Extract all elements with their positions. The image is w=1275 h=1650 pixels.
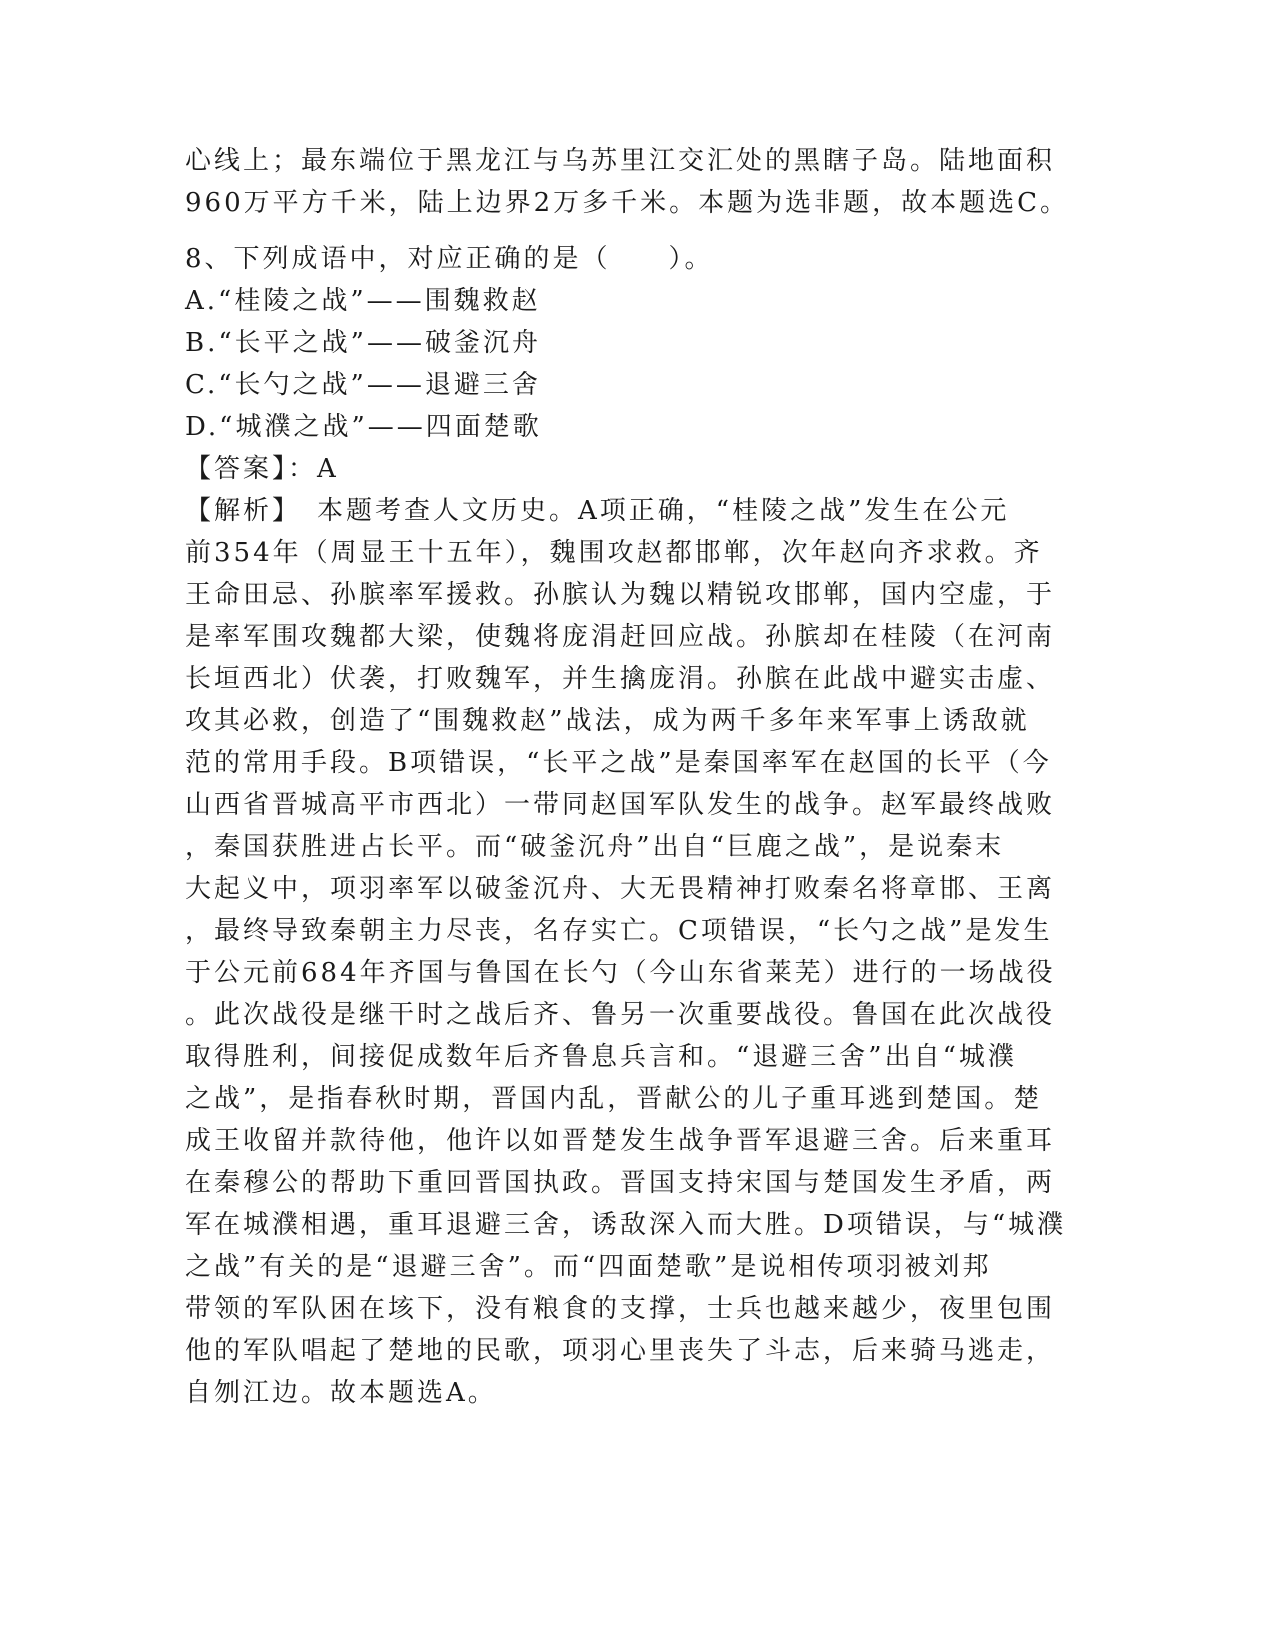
explanation: [185, 490, 1085, 1414]
explanation-line: 于公元前684年齐国与鲁国在长勺（今山东省莱芜）进行的一场战役: [185, 958, 1056, 988]
explanation-line: 王命田忌、孙膑率军援救。孙膑认为魏以精锐攻邯郸，国内空虚，于: [185, 580, 1056, 610]
explanation-line: ，最终导致秦朝主力尽丧，名存实亡。C项错误，“长勺之战”是发生: [185, 916, 1053, 946]
option-d: D.“城濮之战”——四面楚歌: [185, 412, 542, 442]
explanation-line: 成王收留并款待他，他许以如晋楚发生战争晋军退避三舍。后来重耳: [185, 1126, 1056, 1156]
explanation-line: 山西省晋城高平市西北）一带同赵国军队发生的战争。赵军最终战败: [185, 790, 1056, 820]
explanation-line: 自刎江边。故本题选A。: [185, 1378, 497, 1408]
explanation-line: 长垣西北）伏袭，打败魏军，并生擒庞涓。孙膑在此战中避实击虚、: [185, 664, 1056, 694]
explanation-line: 攻其必救，创造了“围魏救赵”战法，成为两千多年来军事上诱敌就: [185, 706, 1030, 736]
explanation-line: 【解析】 本题考查人文历史。A项正确，“桂陵之战”发生在公元: [185, 496, 1010, 526]
explanation-line: 大起义中，项羽率军以破釜沉舟、大无畏精神打败秦名将章邯、王离: [185, 874, 1056, 904]
previous-explanation: [185, 140, 1085, 224]
explanation-line: 带领的军队困在垓下，没有粮食的支撑，士兵也越来越少，夜里包围: [185, 1294, 1056, 1324]
spacer: [185, 224, 1085, 238]
explanation-line: 前354年（周显王十五年），魏围攻赵都邯郸，次年赵向齐求救。齐: [185, 538, 1043, 568]
text-line: 心线上；最东端位于黑龙江与乌苏里江交汇处的黑瞎子岛。陆地面积: [185, 146, 1056, 176]
explanation-line: 取得胜利，间接促成数年后齐鲁息兵言和。“退避三舍”出自“城濮: [185, 1042, 1017, 1072]
explanation-line: 是率军围攻魏都大梁，使魏将庞涓赶回应战。孙膑却在桂陵（在河南: [185, 622, 1056, 652]
question-stem: 8、下列成语中，对应正确的是（ ）。: [185, 244, 714, 274]
explanation-line: ，秦国获胜进占长平。而“破釜沉舟”出自“巨鹿之战”，是说秦末: [185, 832, 1005, 862]
option-a: A.“桂陵之战”——围魏救赵: [185, 286, 541, 316]
explanation-line: 之战”，是指春秋时期，晋国内乱，晋献公的儿子重耳逃到楚国。楚: [185, 1084, 1043, 1114]
explanation-line: 他的军队唱起了楚地的民歌，项羽心里丧失了斗志，后来骑马逃走，: [185, 1336, 1056, 1366]
explanation-line: 之战”有关的是“退避三舍”。而“四面楚歌”是说相传项羽被刘邦: [185, 1252, 992, 1282]
question-8: [185, 238, 1085, 1414]
option-c: C.“长勺之战”——退避三舍: [185, 370, 541, 400]
document-page: [185, 140, 1085, 1414]
explanation-line: 在秦穆公的帮助下重回晋国执政。晋国支持宋国与楚国发生矛盾，两: [185, 1168, 1056, 1198]
explanation-line: 范的常用手段。B项错误，“长平之战”是秦国率军在赵国的长平（今: [185, 748, 1052, 778]
explanation-line: 。此次战役是继干时之战后齐、鲁另一次重要战役。鲁国在此次战役: [185, 1000, 1056, 1030]
answer-line: 【答案】：A: [185, 454, 339, 484]
explanation-line: 军在城濮相遇，重耳退避三舍，诱敌深入而大胜。D项错误，与“城濮: [185, 1210, 1067, 1240]
text-line: 960万平方千米，陆上边界2万多千米。本题为选非题，故本题选C。: [185, 188, 1070, 218]
option-b: B.“长平之战”——破釜沉舟: [185, 328, 541, 358]
